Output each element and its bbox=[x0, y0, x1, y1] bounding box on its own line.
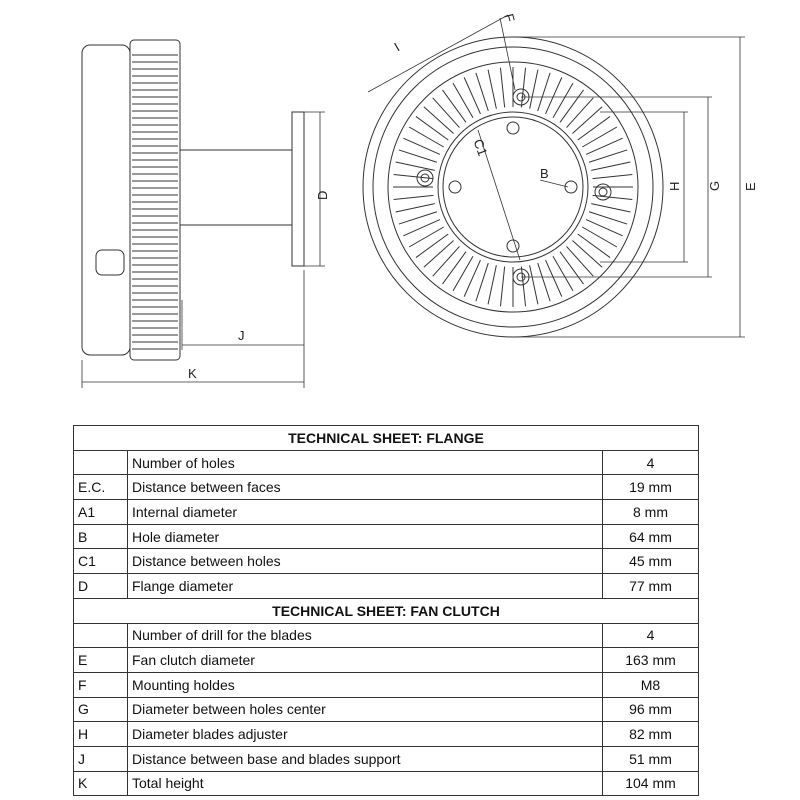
row-value: 163 mm bbox=[603, 648, 699, 673]
row-value: 64 mm bbox=[603, 524, 699, 549]
fin bbox=[409, 127, 444, 147]
table-row bbox=[74, 623, 699, 648]
row-label: Mounting holdes bbox=[128, 672, 603, 697]
fin bbox=[578, 234, 610, 258]
fin bbox=[396, 162, 435, 170]
fin bbox=[578, 116, 610, 140]
fin bbox=[546, 260, 562, 297]
fin bbox=[586, 220, 623, 236]
fin bbox=[442, 90, 466, 122]
side-view bbox=[82, 40, 304, 360]
fin bbox=[538, 73, 550, 111]
fin bbox=[560, 252, 584, 284]
table-row bbox=[74, 500, 699, 525]
fin bbox=[538, 263, 550, 301]
fin bbox=[521, 68, 525, 108]
fin bbox=[409, 227, 444, 247]
fin bbox=[464, 77, 480, 114]
fin bbox=[403, 138, 440, 154]
row-label: Hole diameter bbox=[128, 524, 603, 549]
table-row bbox=[74, 475, 699, 500]
fin bbox=[403, 220, 440, 236]
fin bbox=[399, 212, 437, 224]
fin bbox=[530, 265, 538, 304]
table-row bbox=[74, 746, 699, 771]
fin bbox=[500, 267, 504, 307]
row-label: Diameter between holes center bbox=[128, 697, 603, 722]
fin bbox=[424, 107, 454, 134]
fin bbox=[546, 77, 562, 114]
fin bbox=[488, 70, 496, 109]
row-code: E bbox=[74, 648, 128, 673]
table-row bbox=[74, 574, 699, 599]
row-label: Total height bbox=[128, 771, 603, 796]
fin bbox=[394, 195, 434, 199]
row-code: K bbox=[74, 771, 128, 796]
row-code bbox=[74, 623, 128, 648]
fin bbox=[500, 68, 504, 108]
fin bbox=[476, 263, 488, 301]
fin bbox=[416, 116, 448, 140]
fin bbox=[567, 246, 594, 276]
row-code: A1 bbox=[74, 500, 128, 525]
fin bbox=[567, 98, 594, 128]
row-value: 77 mm bbox=[603, 574, 699, 599]
fin bbox=[396, 204, 435, 212]
fin bbox=[488, 265, 496, 304]
row-code: F bbox=[74, 672, 128, 697]
fin bbox=[572, 107, 602, 134]
fin bbox=[442, 252, 466, 284]
row-code: B bbox=[74, 524, 128, 549]
fin bbox=[560, 90, 584, 122]
row-label: Distance between holes bbox=[128, 549, 603, 574]
fin bbox=[582, 227, 617, 247]
section-title: TECHNICAL SHEET: FAN CLUTCH bbox=[74, 598, 699, 623]
fin bbox=[433, 98, 460, 128]
label-k: K bbox=[188, 366, 197, 381]
row-value: 8 mm bbox=[603, 500, 699, 525]
row-code bbox=[74, 450, 128, 475]
fin bbox=[553, 256, 573, 291]
fin bbox=[424, 241, 454, 268]
fin bbox=[416, 234, 448, 258]
label-e: E bbox=[743, 182, 758, 191]
row-label: Number of drill for the blades bbox=[128, 623, 603, 648]
fin bbox=[591, 204, 630, 212]
fin bbox=[582, 127, 617, 147]
table-row bbox=[74, 524, 699, 549]
fin bbox=[593, 174, 633, 178]
table-row bbox=[74, 549, 699, 574]
row-code: G bbox=[74, 697, 128, 722]
label-b: B bbox=[540, 166, 549, 181]
table-row bbox=[74, 697, 699, 722]
row-label: Fan clutch diameter bbox=[128, 648, 603, 673]
fin bbox=[530, 70, 538, 109]
label-j: J bbox=[238, 328, 245, 343]
row-value: 96 mm bbox=[603, 697, 699, 722]
row-code: J bbox=[74, 746, 128, 771]
table-row bbox=[74, 450, 699, 475]
fin bbox=[521, 267, 525, 307]
row-code: E.C. bbox=[74, 475, 128, 500]
label-d: D bbox=[315, 190, 330, 200]
fin bbox=[453, 83, 473, 118]
fin bbox=[589, 150, 627, 162]
label-c1: C1 bbox=[470, 137, 491, 158]
row-label: Number of holes bbox=[128, 450, 603, 475]
row-label: Distance between faces bbox=[128, 475, 603, 500]
row-code: C1 bbox=[74, 549, 128, 574]
technical-sheet-table bbox=[73, 425, 699, 796]
fin bbox=[433, 246, 460, 276]
fin bbox=[453, 256, 473, 291]
row-label: Distance between base and blades support bbox=[128, 746, 603, 771]
table-row bbox=[74, 672, 699, 697]
row-value: 82 mm bbox=[603, 722, 699, 747]
section-title: TECHNICAL SHEET: FLANGE bbox=[74, 426, 699, 451]
fin bbox=[464, 260, 480, 297]
fin bbox=[399, 150, 437, 162]
label-g: G bbox=[707, 180, 722, 191]
row-value: 4 bbox=[603, 450, 699, 475]
table-row bbox=[74, 771, 699, 796]
label-i: I bbox=[391, 39, 403, 55]
row-value: M8 bbox=[603, 672, 699, 697]
fin bbox=[553, 83, 573, 118]
row-code: D bbox=[74, 574, 128, 599]
fin bbox=[476, 73, 488, 111]
fin bbox=[589, 212, 627, 224]
row-value: 104 mm bbox=[603, 771, 699, 796]
label-f: F bbox=[501, 12, 518, 24]
row-value: 19 mm bbox=[603, 475, 699, 500]
dimension-lines bbox=[82, 15, 745, 388]
row-value: 4 bbox=[603, 623, 699, 648]
row-label: Internal diameter bbox=[128, 500, 603, 525]
fin bbox=[586, 138, 623, 154]
label-h: H bbox=[667, 181, 682, 191]
row-label: Diameter blades adjuster bbox=[128, 722, 603, 747]
row-value: 51 mm bbox=[603, 746, 699, 771]
table-row bbox=[74, 722, 699, 747]
table-row bbox=[74, 648, 699, 673]
row-label: Flange diameter bbox=[128, 574, 603, 599]
fin bbox=[572, 241, 602, 268]
fin bbox=[591, 162, 630, 170]
row-value: 45 mm bbox=[603, 549, 699, 574]
row-code: H bbox=[74, 722, 128, 747]
